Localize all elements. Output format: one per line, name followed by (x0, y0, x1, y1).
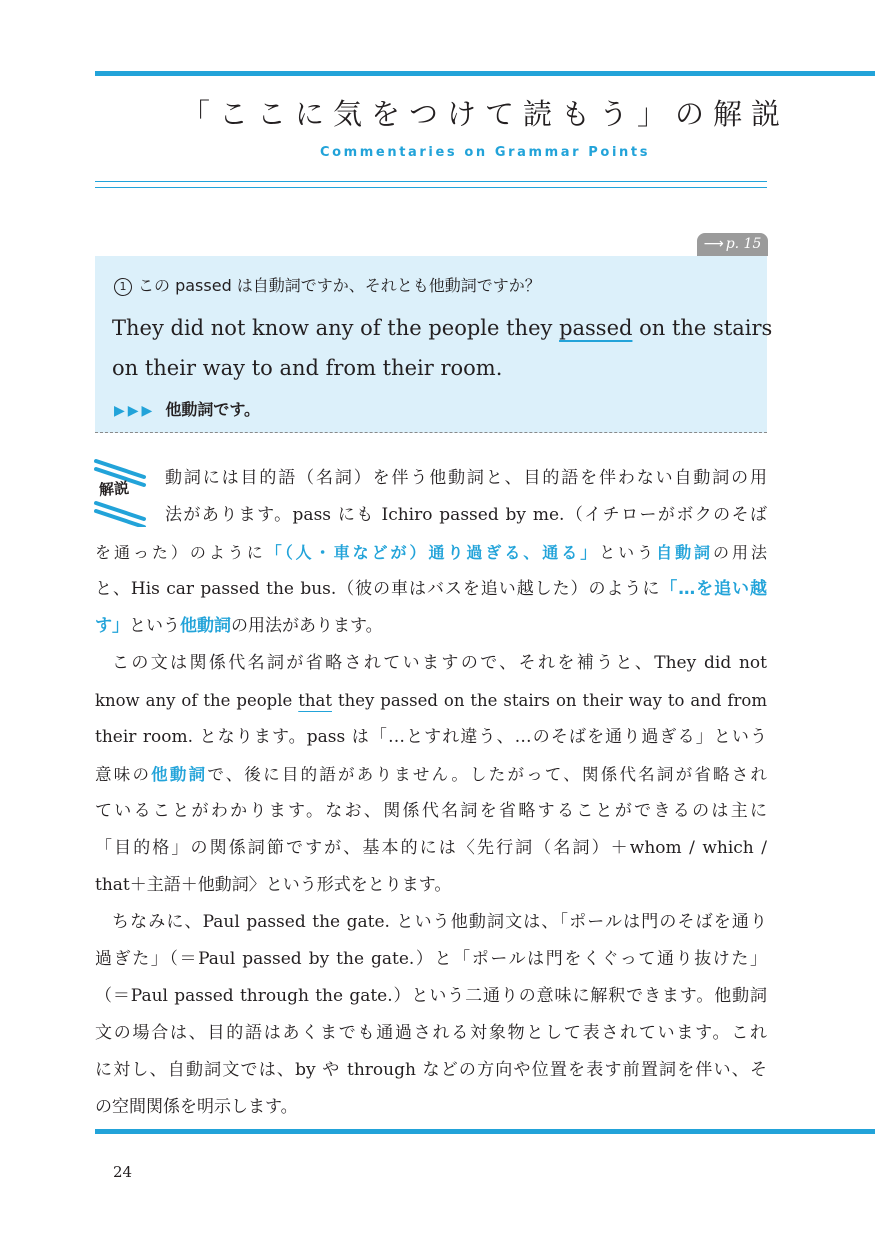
commentary-line: their room. となります。pass は「…とすれ違う、…のそばを通り過ぎる」という (95, 727, 767, 747)
sentence-part: They did not know any of the people they (112, 316, 560, 340)
page-title: 「ここに気をつけて読もう」の解説 (180, 97, 789, 131)
top-accent-bar (95, 71, 875, 76)
text-run: を通った）のように (95, 543, 266, 562)
commentary-line: に対し、自動詞文では、by や through などの方向や位置を表す前置詞を伴い、そ (95, 1060, 767, 1080)
commentary-line (95, 571, 767, 608)
underlined-word-that: that (298, 691, 332, 710)
commentary-line (95, 608, 767, 645)
text-run: という (129, 616, 180, 636)
answer-text: 他動詞です。 (165, 400, 261, 419)
commentary-line: （＝Paul passed through the gate.）という二通りの意味に解釈できます。他動詞 (95, 986, 767, 1006)
commentary-line: that＋主語＋他動詞〉という形式をとります。 (95, 875, 452, 895)
highlight-term: 他動詞 (180, 616, 231, 636)
commentary-line: 過ぎた」（＝Paul passed by the gate.）と「ポールは門をくぐって通り抜けた」 (95, 949, 767, 969)
text-run: で、後に目的語がありません。したがって、関係代名詞が省略され (207, 765, 767, 784)
commentary-body (95, 460, 767, 1126)
triple-arrow-icon: ▶▶▶ (114, 403, 156, 419)
commentary-line (95, 682, 767, 719)
text-run: という (599, 543, 657, 562)
page-subtitle: Commentaries on Grammar Points (319, 145, 651, 160)
sentence-part: on the stairs (632, 316, 773, 340)
bottom-accent-bar (95, 1129, 875, 1134)
highlight-meaning: す」 (95, 616, 129, 636)
highlight-term: 自動詞 (656, 543, 714, 562)
text-run: の用法があります。 (231, 616, 383, 636)
title-rule-lower (95, 187, 767, 188)
sentence-line-2: on their way to and from their room. (112, 356, 503, 380)
question-box (95, 256, 773, 433)
commentary-line: 「目的格」の関係詞節ですが、基本的には〈先行詞（名詞）＋whom / which / (95, 838, 767, 858)
underlined-word-passed: passed (559, 316, 633, 340)
commentary-line: ていることがわかります。なお、関係代名詞を省略することができるのは主に (95, 801, 767, 821)
question-prompt (114, 273, 541, 296)
text-run: の用法 (713, 543, 767, 562)
highlight-meaning: 「…を追い越 (660, 579, 767, 599)
page-reference-label: p. 15 (725, 236, 762, 252)
title-rule-upper (95, 181, 767, 182)
text-run: と、His car passed the bus.（彼の車はバスを追い越した）のように (95, 579, 661, 599)
commentary-line: 文の場合は、目的語はあくまでも通過される対象物として表されています。これ (95, 1023, 767, 1043)
commentary-line: 動詞には目的語（名詞）を伴う他動詞と、目的語を伴わない自動詞の用 (165, 468, 767, 488)
answer-line (114, 397, 260, 420)
commentary-line: ちなみに、Paul passed the gate. という他動詞文は、「ポールは門のそばを通り (112, 912, 767, 932)
page-reference-tag (697, 233, 768, 256)
commentary-line (95, 756, 767, 793)
page-number: 24 (113, 1163, 133, 1181)
example-sentence (112, 308, 772, 388)
commentary-line: 法があります。pass にも Ichiro passed by me.（イチローがボクのそば (165, 505, 767, 525)
commentary-line: の空間関係を明示します。 (95, 1097, 298, 1117)
text-run: 意味の (95, 765, 152, 784)
commentary-line: この文は関係代名詞が省略されていますので、それを補うと、They did not (112, 653, 767, 673)
question-number-badge: 1 (114, 278, 132, 296)
text-run: know any of the people (95, 691, 299, 710)
highlight-meaning: 「（人・車などが）通り過ぎる、通る」 (265, 543, 600, 562)
commentary-line (95, 534, 767, 571)
text-run: they passed on the stairs on their way to and from (331, 691, 767, 710)
question-prompt-text: この passed は自動詞ですか、それとも他動詞ですか？ (138, 276, 541, 295)
commentary-label: 解説 (98, 478, 130, 500)
highlight-term: 他動詞 (151, 765, 208, 784)
arrow-right-icon: ⟶ (703, 236, 724, 252)
